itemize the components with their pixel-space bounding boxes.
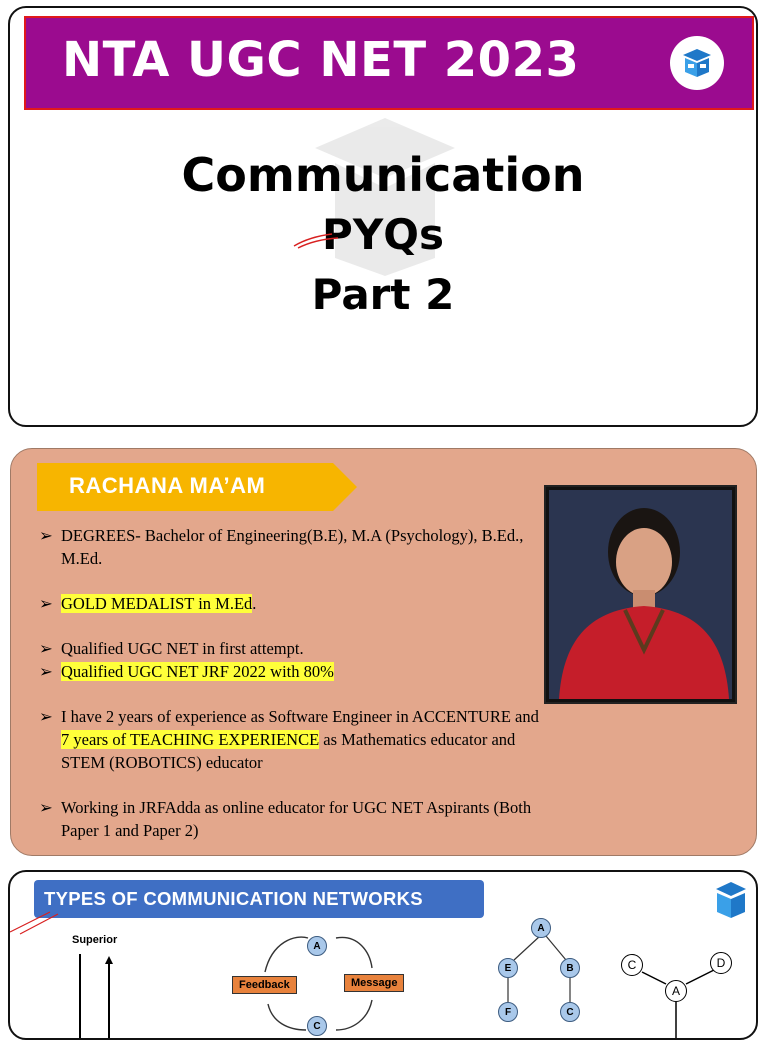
educator-name-tag bbox=[37, 463, 357, 511]
banner-title: NTA UGC NET 2023 bbox=[62, 32, 580, 88]
title-slide bbox=[8, 6, 758, 427]
arrow-bullet-icon: ➢ bbox=[39, 798, 53, 817]
message-box: Message bbox=[344, 974, 404, 992]
educator-bullets bbox=[39, 524, 549, 842]
slide-heading-line3: Part 2 bbox=[311, 270, 455, 319]
title-banner bbox=[24, 16, 754, 110]
y-node-c: C bbox=[621, 954, 643, 976]
bullet-qualified-jrf: ➢ Qualified UGC NET JRF 2022 with 80% bbox=[39, 662, 334, 681]
jrfadda-logo-icon bbox=[670, 36, 724, 90]
arrow-bullet-icon: ➢ bbox=[39, 707, 53, 726]
network-diagrams bbox=[10, 872, 758, 1040]
tree-node-e: E bbox=[498, 958, 518, 978]
tree-node-b: B bbox=[560, 958, 580, 978]
bullet-experience: ➢ I have 2 years of experience as Software Engineer in ACCENTURE and 7 years of TEACHING EXPERIENCE as Mathematics educator and STEM (ROBOTICS) educator bbox=[39, 707, 539, 772]
y-node-a: A bbox=[665, 980, 687, 1002]
feedback-box: Feedback bbox=[232, 976, 297, 994]
circle-node-c: C bbox=[307, 1016, 327, 1036]
bullet-working: ➢ Working in JRFAdda as online educator for UGC NET Aspirants (Both Paper 1 and Paper 2) bbox=[39, 798, 532, 840]
superior-label: Superior bbox=[72, 934, 118, 946]
y-node-d: D bbox=[710, 952, 732, 974]
arrow-bullet-icon: ➢ bbox=[39, 639, 53, 658]
tree-node-c: C bbox=[560, 1002, 580, 1022]
arrow-bullet-icon: ➢ bbox=[39, 594, 53, 613]
slide-heading-line2: PYQs bbox=[322, 210, 444, 259]
arrow-bullet-icon: ➢ bbox=[39, 662, 53, 681]
circle-node-a: A bbox=[307, 936, 327, 956]
tree-node-a: A bbox=[531, 918, 551, 938]
bullet-qualified-first: ➢ Qualified UGC NET in first attempt. bbox=[39, 639, 304, 658]
educator-name: RACHANA MA’AM bbox=[69, 473, 266, 498]
educator-photo bbox=[544, 485, 737, 704]
bullet-degrees: ➢ DEGREES- Bachelor of Engineering(B.E), M.A (Psychology), B.Ed., M.Ed. bbox=[39, 526, 524, 568]
educator-profile-slide bbox=[10, 448, 757, 856]
tree-node-f: F bbox=[498, 1002, 518, 1022]
bullet-gold: ➢ GOLD MEDALIST in M.Ed. bbox=[39, 594, 257, 613]
arrow-bullet-icon: ➢ bbox=[39, 526, 53, 545]
communication-networks-slide bbox=[8, 870, 758, 1040]
networks-title: TYPES OF COMMUNICATION NETWORKS bbox=[34, 880, 484, 918]
red-pen-scribble-icon bbox=[292, 230, 342, 250]
slide-heading-line1: Communication bbox=[181, 148, 585, 202]
